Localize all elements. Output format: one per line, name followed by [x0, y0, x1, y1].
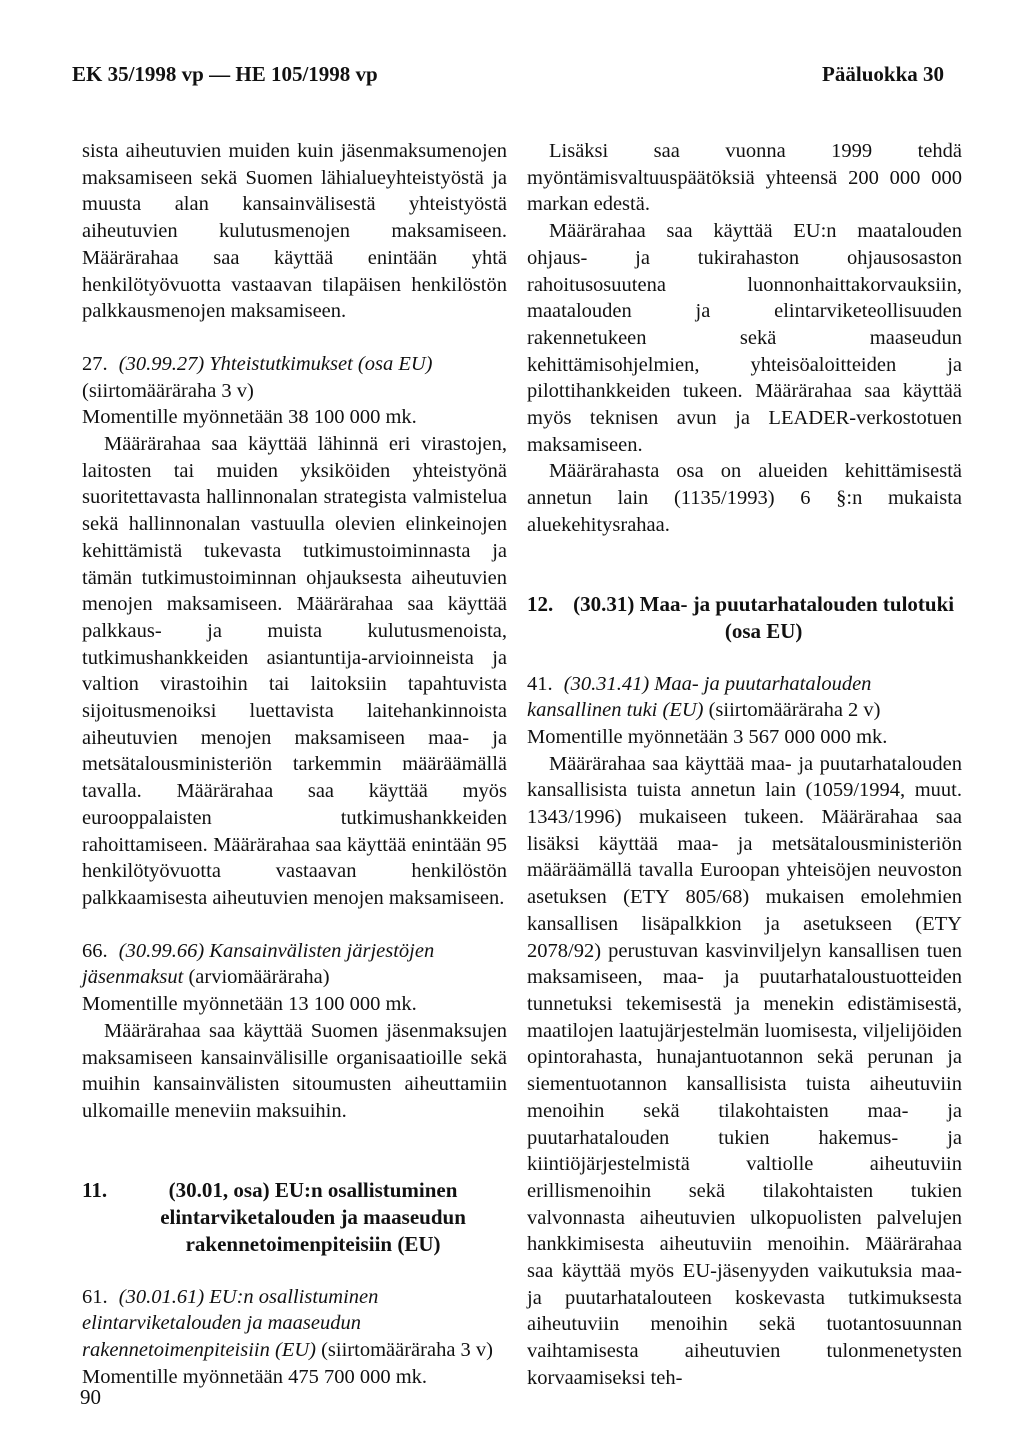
right-column — [527, 138, 962, 1392]
page-number: 90 — [80, 1385, 101, 1409]
paragraph: sista aiheutuvien muiden kuin jäsenmaksumenojen maksamiseen sekä Suomen lähialueyhteistyöstä ja muusta alan kansainvälisestä yhteistyöstä aiheutuvien kulutusmenojen maksamiseen. Määrärahaa saa käyttää enintään yhtä henkilötyövuotta vastaavan tilapäisen henkilöstön palkkausmenojen maksamiseen. — [82, 140, 507, 323]
item-41-text: Määrärahaa saa käyttää maa- ja puutarhatalouden kansallisista tuista annetun lain (1059/1994, muut. 1343/1996) mukaiseen tukeen. Määrärahaa saa lisäksi käyttää maa- ja metsätalousministeriön määräämällä tavalla Euroopan yhteisöjen neuvoston asetuksen (ETY 805/68) mukaisen emolehmien kansallisen lisäpalkkion ja asetukseen (ETY 2078/92) perustuvan kasvinviljelyn kansallisen tuen maksamiseen, maa- ja puutarhataloustuotteiden tunnetuksi tekemisestä ja menekin edistämisestä, maatilojen laatujärjestelmän luomisesta, viljelijöiden opintorahasta, hunajantuotannon sekä perunan ja siementuotannon kansallisista tuista aiheutuviin menoihin sekä tilakohtaisten maa- ja puutarhatalouden tukien hakemus- ja kiintiöjärjestelmistä valtiolle aiheutuviin erillismenoihin sekä tilakohtaisten tukien valvonnasta aiheutuvien ulkopuolisten palvelujen hankkimisesta aiheutuviin menoihin. Määrärahaa saa käyttää myös EU-jäsenyyden vaikutuksia maa- ja puutarhatalouteen koskevasta tutkimuksesta aiheutuviin menoihin sekä tuotantosuunnan vaihtamisesta aiheutuvien tulonmenetysten korvaamiseksi teh- — [527, 752, 962, 1389]
item-66-amount: Momentille myönnetään 13 100 000 mk. — [82, 993, 417, 1016]
paragraph: Lisäksi saa vuonna 1999 tehdä myöntämisvaltuuspäätöksiä yhteensä 200 000 000 markan edestä. — [527, 140, 962, 216]
running-header: EK 35/1998 vp — HE 105/1998 vp — [72, 62, 378, 86]
item-66-text: Määrärahaa saa käyttää Suomen jäsenmaksujen maksamiseen kansainvälisille organisaatioille sekä muihin kansainvälisten sitoumusten aiheuttamiin ulkomaille meneviin maksuihin. — [82, 1019, 507, 1122]
section-12-heading: 12. (30.31) Maa- ja puutarhatalouden tulotuki (osa EU) — [527, 591, 955, 643]
paragraph: Määrärahaa saa käyttää EU:n maatalouden ohjaus- ja tukirahaston ohjausosaston rahoitusosuutena luonnonhaittakorvauksiin, maatalouden ja elintarviketeollisuuden rakennetukeen sekä maaseudun kehittämisohjelmien, yhteisöaloitteiden ja pilottihankkeiden tukeen. Määrärahaa saa käyttää myös teknisen avun ja LEADER-verkostotuen maksamiseen. — [527, 220, 962, 456]
left-column — [82, 138, 507, 1390]
item-27-title: 27. (30.99.27) Yhteistutkimukset (osa EU) (siirtomääräraha 3 v) — [82, 352, 433, 402]
item-61-amount: Momentille myönnetään 475 700 000 mk. — [82, 1365, 428, 1388]
main-class-label: Pääluokka 30 — [822, 62, 944, 86]
item-27-text: Määrärahaa saa käyttää lähinnä eri virastojen, laitosten tai muiden yksiköiden yhteistyönä suoritettavasta hallinnonalan strategista valmistelua sekä hallinnonalan vastuulla olevien elinkeinojen kehittämistä tukevasta tutkimustoiminnasta ja tämän tutkimustoiminnan ohjauksesta aiheutuvien menojen maksamiseen. Määrärahaa saa käyttää palkkaus- ja muista kulutusmenoista, tutkimushankkeiden asiantuntija-arvioinneista ja valtion virastoihin tai laitoksiin tapahtuvista sijoitusmenoiksi luettavista laitehankinnoista aiheutuvien menojen maksamiseen maa- ja metsätalousministeriön tarkemmin määräämällä tavalla. Määrärahaa saa käyttää myös eurooppalaisten tutkimushankkeiden rahoittamiseen. Määrärahaa saa käyttää enintään 95 henkilötyövuotta vastaavan henkilöstön palkkaamisesta aiheutuvien menojen maksamiseen. — [82, 433, 507, 909]
section-11-heading: 11. (30.01, osa) EU:n osallistuminen elintarviketalouden ja maaseudun rakennetoimenpiteisiin (EU) — [82, 1177, 466, 1256]
item-66-title: 66. (30.99.66) Kansainvälisten järjestöjen jäsenmaksut (arviomääräraha) — [82, 939, 435, 989]
spacer — [527, 539, 962, 565]
item-27-amount: Momentille myönnetään 38 100 000 mk. — [82, 406, 417, 429]
paragraph: Määrärahasta osa on alueiden kehittämisestä annetun lain (1135/1993) 6 §:n mukaista aluekehitysrahaa. — [527, 460, 962, 536]
spacer — [82, 1125, 507, 1151]
item-61-title: 61. (30.01.61) EU:n osallistuminen elintarviketalouden ja maaseudun rakennetoimenpiteisiin (EU) (siirtomääräraha 3 v) — [82, 1285, 493, 1362]
item-41-amount: Momentille myönnetään 3 567 000 000 mk. — [527, 725, 888, 748]
item-41-title: 41. (30.31.41) Maa- ja puutarhatalouden kansallinen tuki (EU) (siirtomääräraha 2 v) — [527, 672, 881, 722]
